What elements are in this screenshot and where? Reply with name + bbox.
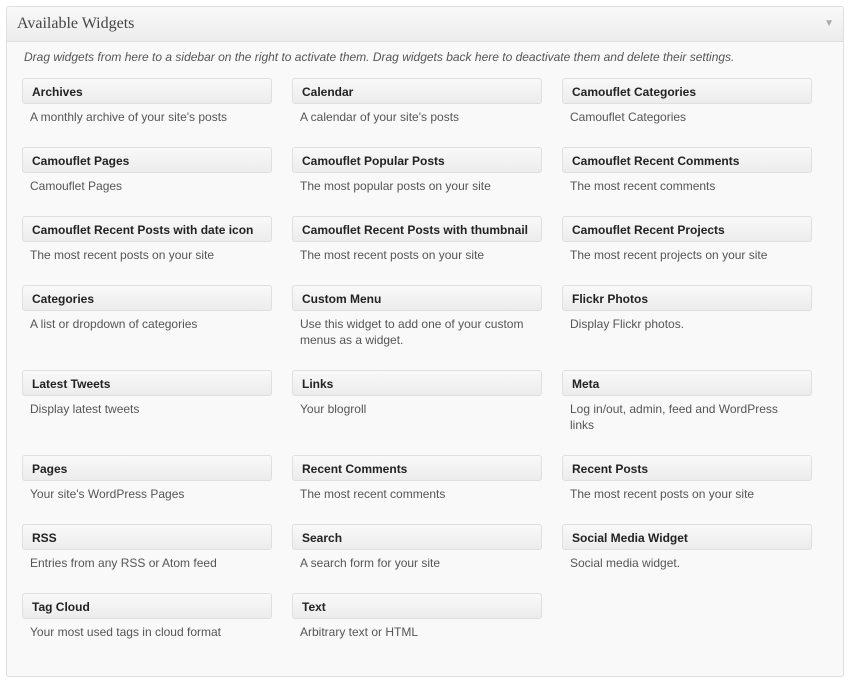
widget-description: The most popular posts on your site <box>300 179 491 193</box>
widget-description: Use this widget to add one of your custom menus as a widget. <box>300 317 524 347</box>
widget-title[interactable]: Latest Tweets <box>22 370 272 396</box>
available-widgets-panel <box>6 6 844 677</box>
widget-camouflet-categories[interactable] <box>562 78 812 147</box>
widget-recent-comments[interactable] <box>292 455 542 524</box>
widget-title[interactable]: Recent Posts <box>562 455 812 481</box>
widget-description: Social media widget. <box>570 556 681 570</box>
widget-camouflet-recent-comments[interactable] <box>562 147 812 216</box>
widget-description: A monthly archive of your site's posts <box>30 110 228 124</box>
widget-description: Display Flickr photos. <box>570 317 685 331</box>
widget-description: Your most used tags in cloud format <box>30 625 221 639</box>
panel-description: Drag widgets from here to a sidebar on the right to activate them. Drag widgets back here to deactivate them and delete their settings. <box>24 50 735 64</box>
widget-title[interactable]: Archives <box>22 78 272 104</box>
widget-title[interactable]: Categories <box>22 285 272 311</box>
widget-calendar[interactable] <box>292 78 542 147</box>
widget-title[interactable]: Camouflet Recent Posts with thumbnail <box>292 216 542 242</box>
widget-title[interactable]: Calendar <box>292 78 542 104</box>
widget-text[interactable] <box>292 593 542 662</box>
widget-recent-posts[interactable] <box>562 455 812 524</box>
widget-tag-cloud[interactable] <box>22 593 272 662</box>
widget-description: Your blogroll <box>300 402 367 416</box>
widget-title[interactable]: RSS <box>22 524 272 550</box>
widget-description: Log in/out, admin, feed and WordPress links <box>570 402 778 432</box>
panel-title: Available Widgets <box>17 15 135 32</box>
widget-title[interactable]: Camouflet Categories <box>562 78 812 104</box>
widget-title[interactable]: Flickr Photos <box>562 285 812 311</box>
widget-camouflet-recent-projects[interactable] <box>562 216 812 285</box>
widget-title[interactable]: Text <box>292 593 542 619</box>
widget-title[interactable]: Social Media Widget <box>562 524 812 550</box>
widget-title[interactable]: Recent Comments <box>292 455 542 481</box>
widget-description: The most recent comments <box>570 179 716 193</box>
widget-description: The most recent comments <box>300 487 446 501</box>
widget-description: A calendar of your site's posts <box>300 110 460 124</box>
widget-description: The most recent posts on your site <box>300 248 485 262</box>
widget-title[interactable]: Meta <box>562 370 812 396</box>
widget-title[interactable]: Pages <box>22 455 272 481</box>
widget-title[interactable]: Camouflet Pages <box>22 147 272 173</box>
widget-camouflet-popular-posts[interactable] <box>292 147 542 216</box>
widget-title[interactable]: Camouflet Recent Projects <box>562 216 812 242</box>
widget-links[interactable] <box>292 370 542 455</box>
widget-description: Arbitrary text or HTML <box>300 625 419 639</box>
widget-description: The most recent posts on your site <box>570 487 755 501</box>
widget-camouflet-recent-posts-thumbnail[interactable] <box>292 216 542 285</box>
widget-title[interactable]: Camouflet Popular Posts <box>292 147 542 173</box>
widget-meta[interactable] <box>562 370 812 455</box>
widget-grid <box>22 78 812 662</box>
widget-description: Entries from any RSS or Atom feed <box>30 556 217 570</box>
collapse-arrow-icon[interactable]: ▼ <box>824 18 834 29</box>
widget-title[interactable]: Tag Cloud <box>22 593 272 619</box>
widget-search[interactable] <box>292 524 542 593</box>
widget-pages[interactable] <box>22 455 272 524</box>
widget-title[interactable]: Links <box>292 370 542 396</box>
widget-title[interactable]: Search <box>292 524 542 550</box>
widget-categories[interactable] <box>22 285 272 370</box>
widget-description: Camouflet Pages <box>30 179 123 193</box>
widget-title[interactable]: Camouflet Recent Posts with date icon <box>22 216 272 242</box>
widget-title[interactable]: Custom Menu <box>292 285 542 311</box>
widget-description: The most recent posts on your site <box>30 248 215 262</box>
widget-social-media[interactable] <box>562 524 812 593</box>
widget-description: A list or dropdown of categories <box>30 317 198 331</box>
widget-flickr-photos[interactable] <box>562 285 812 370</box>
widget-description: Your site's WordPress Pages <box>30 487 185 501</box>
widget-camouflet-recent-posts-date-icon[interactable] <box>22 216 272 285</box>
widget-camouflet-pages[interactable] <box>22 147 272 216</box>
widget-title[interactable]: Camouflet Recent Comments <box>562 147 812 173</box>
widget-custom-menu[interactable] <box>292 285 542 370</box>
widget-rss[interactable] <box>22 524 272 593</box>
widget-description: A search form for your site <box>300 556 441 570</box>
widget-description: Camouflet Categories <box>570 110 687 124</box>
panel-header[interactable] <box>7 7 843 42</box>
widget-description: Display latest tweets <box>30 402 140 416</box>
widget-description: The most recent projects on your site <box>570 248 768 262</box>
widget-latest-tweets[interactable] <box>22 370 272 455</box>
widget-archives[interactable] <box>22 78 272 147</box>
